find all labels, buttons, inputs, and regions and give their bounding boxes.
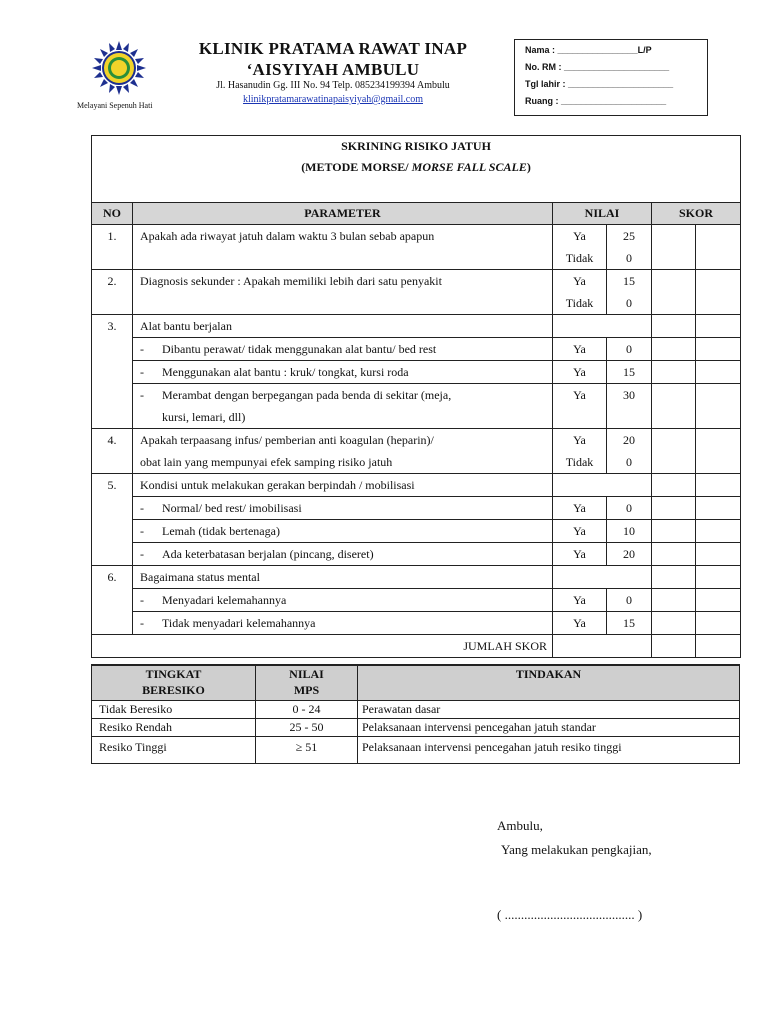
- table-row: - Ada keterbatasan berjalan (pincang, diseret) Ya 20: [92, 543, 741, 566]
- col-mps: NILAI MPS: [256, 665, 358, 701]
- total-score-cell[interactable]: [696, 635, 741, 658]
- score-cell[interactable]: [652, 543, 696, 566]
- patient-room-field[interactable]: Ruang : _____________________: [525, 96, 667, 106]
- table-row: - Menyadari kelemahannya Ya 0: [92, 589, 741, 612]
- table-row: 2. Diagnosis sekunder : Apakah memiliki lebih dari satu penyakit Ya Tidak 15 0: [92, 270, 741, 315]
- score-cell[interactable]: [696, 543, 741, 566]
- score-cell[interactable]: [652, 497, 696, 520]
- score-cell[interactable]: [652, 225, 696, 270]
- patient-dob-field[interactable]: Tgl lahir : _____________________: [525, 79, 674, 89]
- score-cell[interactable]: [696, 361, 741, 384]
- table-row: Resiko Rendah 25 - 50 Pelaksanaan intervensi pencegahan jatuh standar: [92, 719, 740, 737]
- score-cell[interactable]: [696, 612, 741, 635]
- table-row: 4. Apakah terpaasang infus/ pemberian anti koagulan (heparin)/ obat lain yang mempunyai efek samping risiko jatuh Ya Tidak 20 0: [92, 429, 741, 474]
- signature-name-line[interactable]: ( ........................................ ): [497, 907, 643, 922]
- score-cell[interactable]: [696, 497, 741, 520]
- col-level: TINGKAT BERESIKO: [92, 665, 256, 701]
- risk-level-table: [91, 664, 740, 764]
- table-row: - Lemah (tidak bertenaga) Ya 10: [92, 520, 741, 543]
- clinic-motto: Melayani Sepenuh Hati: [77, 101, 153, 110]
- morse-fall-table: [91, 135, 741, 658]
- table-row: 5. Kondisi untuk melakukan gerakan berpindah / mobilisasi: [92, 474, 741, 497]
- table-row: Tidak Beresiko 0 - 24 Perawatan dasar: [92, 701, 740, 719]
- score-cell[interactable]: [652, 612, 696, 635]
- score-cell[interactable]: [696, 270, 741, 315]
- clinic-address: Jl. Hasanudin Gg. III No. 94 Telp. 085234199394 Ambulu: [216, 80, 450, 91]
- score-cell[interactable]: [652, 589, 696, 612]
- clinic-email-link[interactable]: klinikpratamarawatinapaisyiyah@gmail.com: [243, 94, 423, 105]
- score-cell[interactable]: [696, 384, 741, 429]
- table-row: - Normal/ bed rest/ imobilisasi Ya 0: [92, 497, 741, 520]
- col-nilai: NILAI: [553, 203, 652, 225]
- score-cell[interactable]: [696, 429, 741, 474]
- table-row: - Tidak menyadari kelemahannya Ya 15: [92, 612, 741, 635]
- patient-id-box: [514, 39, 708, 116]
- total-label: JUMLAH SKOR: [92, 635, 553, 658]
- col-param: PARAMETER: [133, 203, 553, 225]
- table-row: 6. Bagaimana status mental: [92, 566, 741, 589]
- score-cell[interactable]: [696, 520, 741, 543]
- form-title-line1: SKRINING RISIKO JATUH: [341, 139, 491, 153]
- score-cell[interactable]: [652, 270, 696, 315]
- patient-name-field[interactable]: Nama : ________________L/P: [525, 45, 652, 55]
- table-row: Resiko Tinggi ≥ 51 Pelaksanaan intervensi pencegahan jatuh resiko tinggi: [92, 737, 740, 764]
- score-cell[interactable]: [652, 429, 696, 474]
- clinic-name-2: ‘AISYIYAH AMBULU: [246, 60, 420, 79]
- patient-rm-field[interactable]: No. RM : _____________________: [525, 62, 670, 72]
- score-cell[interactable]: [652, 338, 696, 361]
- score-cell[interactable]: [652, 520, 696, 543]
- form-title: [92, 136, 741, 203]
- table-row: - Merambat dengan berpegangan pada benda di sekitar (meja, kursi, lemari, dll) Ya 30: [92, 384, 741, 429]
- table-row: - Dibantu perawat/ tidak menggunakan alat bantu/ bed rest Ya 0: [92, 338, 741, 361]
- clinic-name: KLINIK PRATAMA RAWAT INAP: [198, 39, 468, 58]
- score-cell[interactable]: [696, 338, 741, 361]
- score-cell[interactable]: [696, 589, 741, 612]
- score-cell[interactable]: [652, 384, 696, 429]
- table-row: 1. Apakah ada riwayat jatuh dalam waktu 3 bulan sebab apapun Ya Tidak 25 0: [92, 225, 741, 270]
- form-title-line2: (METODE MORSE/ MORSE FALL SCALE): [301, 160, 531, 174]
- signature-role: Yang melakukan pengkajian,: [501, 842, 652, 857]
- clinic-logo: [91, 40, 147, 96]
- col-no: NO: [92, 203, 133, 225]
- score-cell[interactable]: [696, 225, 741, 270]
- table-row: 3. Alat bantu berjalan: [92, 315, 741, 338]
- total-row: [92, 635, 741, 658]
- col-action: TINDAKAN: [358, 665, 740, 701]
- total-score-cell[interactable]: [652, 635, 696, 658]
- signature-place: Ambulu,: [497, 818, 543, 833]
- score-cell[interactable]: [652, 361, 696, 384]
- col-skor: SKOR: [652, 203, 741, 225]
- table-row: - Menggunakan alat bantu : kruk/ tongkat, kursi roda Ya 15: [92, 361, 741, 384]
